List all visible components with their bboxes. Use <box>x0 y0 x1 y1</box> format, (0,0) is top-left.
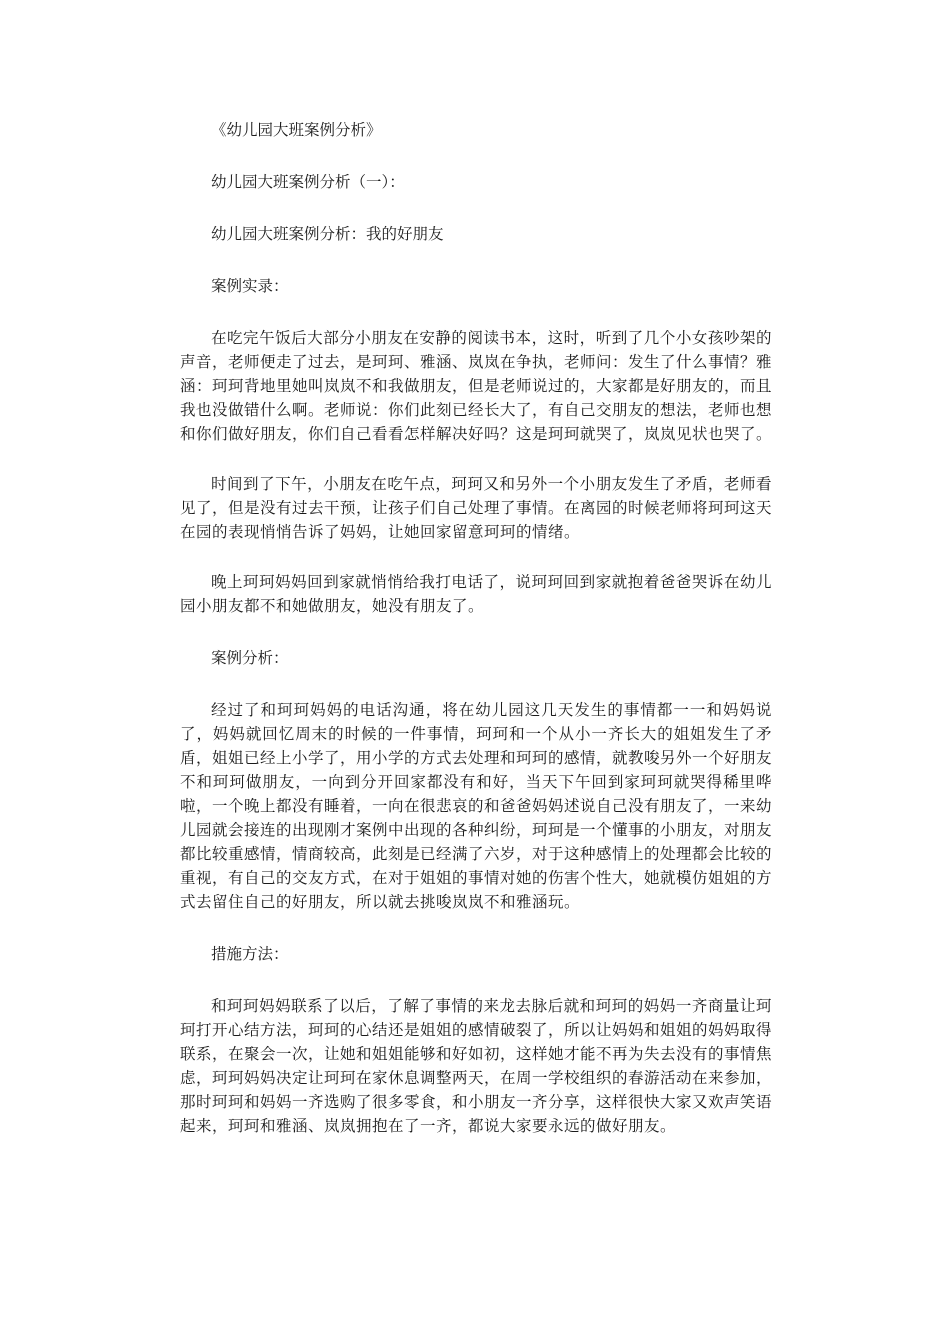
document-title: 《幼儿园大班案例分析》 <box>211 121 382 139</box>
analysis-paragraph: 经过了和珂珂妈妈的电话沟通，将在幼儿园这几天发生的事情都一一和妈妈说了，妈妈就回忆周末的时候的一件事情，珂珂和一个从小一齐长大的姐姐发生了矛盾，姐姐已经上小学了，用小学的方式去处理和珂珂的感情，就教唆另外一个好朋友不和珂珂做朋友，一向到分开回家都没有和好，当天下午回到家珂珂就哭得稀里哗啦，一个晚上都没有睡着，一向在很悲哀的和爸爸妈妈述说自己没有朋友了，一来幼儿园就会接连的出现刚才案例中出现的各种纠纷，珂珂是一个懂事的小朋友，对朋友都比较重感情，情商较高，此刻是已经满了六岁，对于这种感情上的处理都会比较的重视，有自己的交友方式，在对于姐姐的事情对她的伤害个性大，她就模仿姐姐的方式去留住自己的好朋友，所以就去挑唆岚岚不和雅涵玩。 <box>180 701 773 911</box>
case-title: 幼儿园大班案例分析：我的好朋友 <box>211 225 444 243</box>
section-heading-analysis: 案例分析： <box>211 649 289 667</box>
record-paragraph-3: 晚上珂珂妈妈回到家就悄悄给我打电话了，说珂珂回到家就抱着爸爸哭诉在幼儿园小朋友都不和她做朋友，她没有朋友了。 <box>180 573 772 615</box>
measures-paragraph: 和珂珂妈妈联系了以后，了解了事情的来龙去脉后就和珂珂的妈妈一齐商量让珂珂打开心结方法，珂珂的心结还是姐姐的感情破裂了，所以让妈妈和姐姐的妈妈取得联系，在聚会一次，让她和姐姐能够和好如初，这样她才能不再为失去没有的事情焦虑，珂珂妈妈决定让珂珂在家休息调整两天，在周一学校组织的春游活动在来参加，那时珂珂和妈妈一齐选购了很多零食，和小朋友一齐分享，这样很快大家又欢声笑语起来，珂珂和雅涵、岚岚拥抱在了一齐，都说大家要永远的做好朋友。 <box>180 997 773 1135</box>
section-heading-record: 案例实录： <box>211 277 289 295</box>
document-page <box>180 118 772 1138</box>
record-paragraph-1: 在吃完午饭后大部分小朋友在安静的阅读书本，这时，听到了几个小女孩吵架的声音，老师便走了过去，是珂珂、雅涵、岚岚在争执，老师问：发生了什么事情？雅涵：珂珂背地里她叫岚岚不和我做朋友，但是老师说过的，大家都是好朋友的，而且我也没做错什么啊。老师说：你们此刻已经长大了，有自己交朋友的想法，老师也想和你们做好朋友，你们自己看看怎样解决好吗？这是珂珂就哭了，岚岚见状也哭了。 <box>180 329 773 443</box>
document-subtitle: 幼儿园大班案例分析（一）： <box>211 173 405 191</box>
record-paragraph-2: 时间到了下午，小朋友在吃午点，珂珂又和另外一个小朋友发生了矛盾，老师看见了，但是没有过去干预，让孩子们自己处理了事情。在离园的时候老师将珂珂这天在园的表现悄悄告诉了妈妈，让她回家留意珂珂的情绪。 <box>180 475 773 541</box>
section-heading-measures: 措施方法： <box>211 945 289 963</box>
